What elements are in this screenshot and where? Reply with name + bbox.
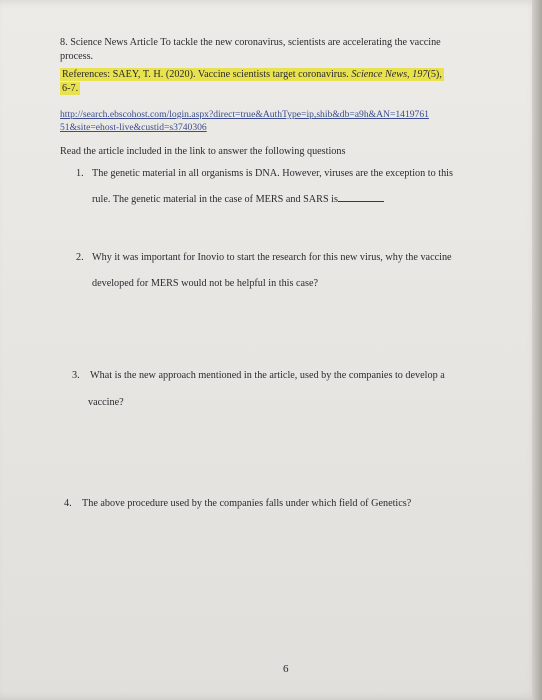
answer-blank[interactable] — [338, 193, 384, 202]
question-4-text: The above procedure used by the companies falls under which field of Genetics? — [82, 498, 412, 509]
question-1-number: 1. — [76, 168, 84, 179]
article-link[interactable]: http://search.ebscohost.com/login.aspx?direct=true&AuthType=ip,shib&db=a9h&AN=1419761 — [60, 109, 429, 120]
question-1-text: The genetic material in all organisms is DNA. However, viruses are the exception to this — [92, 168, 453, 179]
article-link-cont[interactable]: 51&site=ehost-live&custid=s3740306 — [60, 122, 207, 133]
reference-pages: 6-7. — [62, 83, 79, 94]
question-3-number: 3. — [72, 370, 80, 381]
page-number: 6 — [283, 663, 289, 675]
reference-pages-line — [60, 82, 80, 95]
question-2-text-cont: developed for MERS would not be helpful in this case? — [92, 278, 319, 289]
question-2-number: 2. — [76, 252, 84, 263]
question-1-text-cont — [92, 193, 384, 206]
page-edge-shadow — [532, 0, 542, 700]
question-3-text-cont: vaccine? — [88, 397, 124, 408]
question-3-text: What is the new approach mentioned in the article, used by the companies to develop a — [90, 370, 445, 381]
instruction-text: Read the article included in the link to answer the following questions — [60, 146, 346, 157]
reference-issue: (5), — [427, 69, 442, 80]
question-4-number: 4. — [64, 498, 72, 509]
section-heading-cont: process. — [60, 51, 94, 62]
reference-label: References: SAEY, T. H. (2020). Vaccine scientists target coronavirus. — [62, 69, 352, 80]
section-heading: 8. Science News Article To tackle the new coronavirus, scientists are accelerating the vaccine — [60, 37, 441, 48]
reference-highlight — [60, 68, 444, 81]
question-1-text-line2: rule. The genetic material in the case of MERS and SARS is — [92, 194, 338, 205]
reference-citation — [60, 68, 444, 81]
reference-journal: Science News, 197 — [351, 69, 428, 80]
question-2-text: Why it was important for Inovio to start the research for this new virus, why the vaccine — [92, 252, 452, 263]
